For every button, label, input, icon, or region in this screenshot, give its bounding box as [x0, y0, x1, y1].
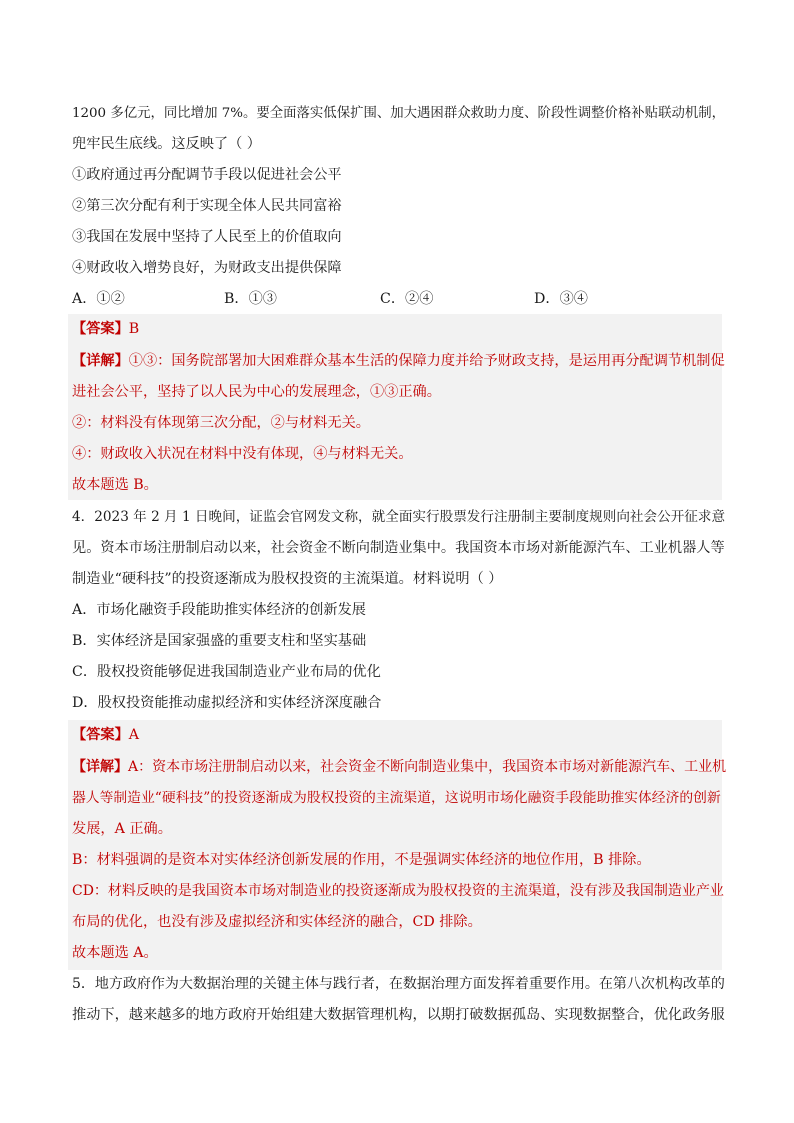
q3-option-a: A．①②: [72, 291, 125, 307]
q4-detail-line-2: 器人等制造业“硬科技”的投资逐渐成为股权投资的主流渠道，这说明市场化融资手段能助推实体经济的创新: [72, 790, 721, 806]
q3-detail-line-1: [72, 351, 725, 371]
q4-detail-tag: 【详解】: [72, 759, 128, 775]
q4-stem-line-1: 4．2023 年 2 月 1 日晚间，证监会官网发文称，就全面实行股票发行注册制主要制度规则向社会公开征求意: [72, 509, 726, 525]
q4-option-a: A．市场化融资手段能助推实体经济的创新发展: [72, 602, 366, 618]
q3-answer-panel: [68, 314, 722, 500]
q4-detail-line-5: CD：材料反映的是我国资本市场对制造业的投资逐渐成为股权投资的主流渠道，没有涉及我国制造业产业: [72, 883, 724, 899]
q4-detail-line-1: [72, 757, 726, 777]
q3-detail-line-4: ④：财政收入状况在材料中没有体现，④与材料无关。: [72, 446, 413, 462]
q4-detail-line-6: 布局的优化，也没有涉及虚拟经济和实体经济的融合，CD 排除。: [72, 914, 482, 930]
q3-statement-3: ③我国在发展中坚持了人民至上的价值取向: [72, 229, 342, 245]
q3-answer-value: B: [128, 321, 140, 337]
q3-detail-line-2: 进社会公平，坚持了以人民为中心的发展理念，①③正确。: [72, 384, 441, 400]
q4-option-c: C．股权投资能够促进我国制造业产业布局的优化: [72, 664, 381, 680]
q4-answer-value: A: [128, 727, 140, 743]
q3-options: [72, 288, 722, 308]
q4-answer: [72, 725, 139, 745]
q3-answer-tag: 【答案】: [72, 321, 129, 337]
q4-option-d: D．股权投资能推动虚拟经济和实体经济深度融合: [72, 695, 382, 711]
q3-stem-line-1: 1200 多亿元，同比增加 7%。要全面落实低保扩围、加大遇困群众救助力度、阶段性调整价格补贴联动机制，: [72, 106, 726, 121]
q4-stem-line-3: 制造业“硬科技”的投资逐渐成为股权投资的主流渠道。材料说明（ ）: [72, 571, 503, 587]
q3-detail-text-1: ①③：国务院部署加大困难群众基本生活的保障力度并给予财政支持，是运用再分配调节机制促: [128, 353, 725, 369]
q3-detail-tag: 【详解】: [72, 353, 129, 369]
q3-option-c: C．②④: [380, 291, 434, 307]
q3-option-d: D．③④: [534, 291, 588, 307]
q4-detail-line-4: B：材料强调的是资本对实体经济创新发展的作用，不是强调实体经济的地位作用，B 排除。: [72, 852, 651, 868]
q4-stem-line-2: 见。资本市场注册制启动以来，社会资金不断向制造业集中。我国资本市场对新能源汽车、工业机器人等: [72, 540, 725, 556]
q4-conclusion: 故本题选 A。: [72, 945, 158, 961]
q4-detail-text-1: A：资本市场注册制启动以来，社会资金不断向制造业集中，我国资本市场对新能源汽车、工业机: [128, 759, 727, 775]
q3-option-b: B．①③: [224, 291, 277, 307]
q3-statement-4: ④财政收入增势良好，为财政支出提供保障: [72, 260, 342, 276]
q3-statement-2: ②第三次分配有利于实现全体人民共同富裕: [72, 198, 342, 214]
q4-detail-line-3: 发展，A 正确。: [72, 821, 172, 837]
q3-answer: [72, 319, 139, 339]
q3-statement-1: ①政府通过再分配调节手段以促进社会公平: [72, 167, 342, 183]
q5-stem-line-1: 5．地方政府作为大数据治理的关键主体与践行者，在数据治理方面发挥着重要作用。在第八次机构改革的: [72, 976, 725, 992]
q3-stem-line-2: 兜牢民生底线。这反映了（ ）: [72, 136, 261, 152]
q5-stem-line-2: 推动下，越来越多的地方政府开始组建大数据管理机构，以期打破数据孤岛、实现数据整合，优化政务服: [72, 1007, 725, 1023]
q3-conclusion: 故本题选 B。: [72, 477, 158, 493]
q3-detail-line-3: ②：材料没有体现第三次分配，②与材料无关。: [72, 415, 370, 431]
q4-option-b: B．实体经济是国家强盛的重要支柱和坚实基础: [72, 633, 367, 649]
q4-answer-tag: 【答案】: [72, 727, 129, 743]
